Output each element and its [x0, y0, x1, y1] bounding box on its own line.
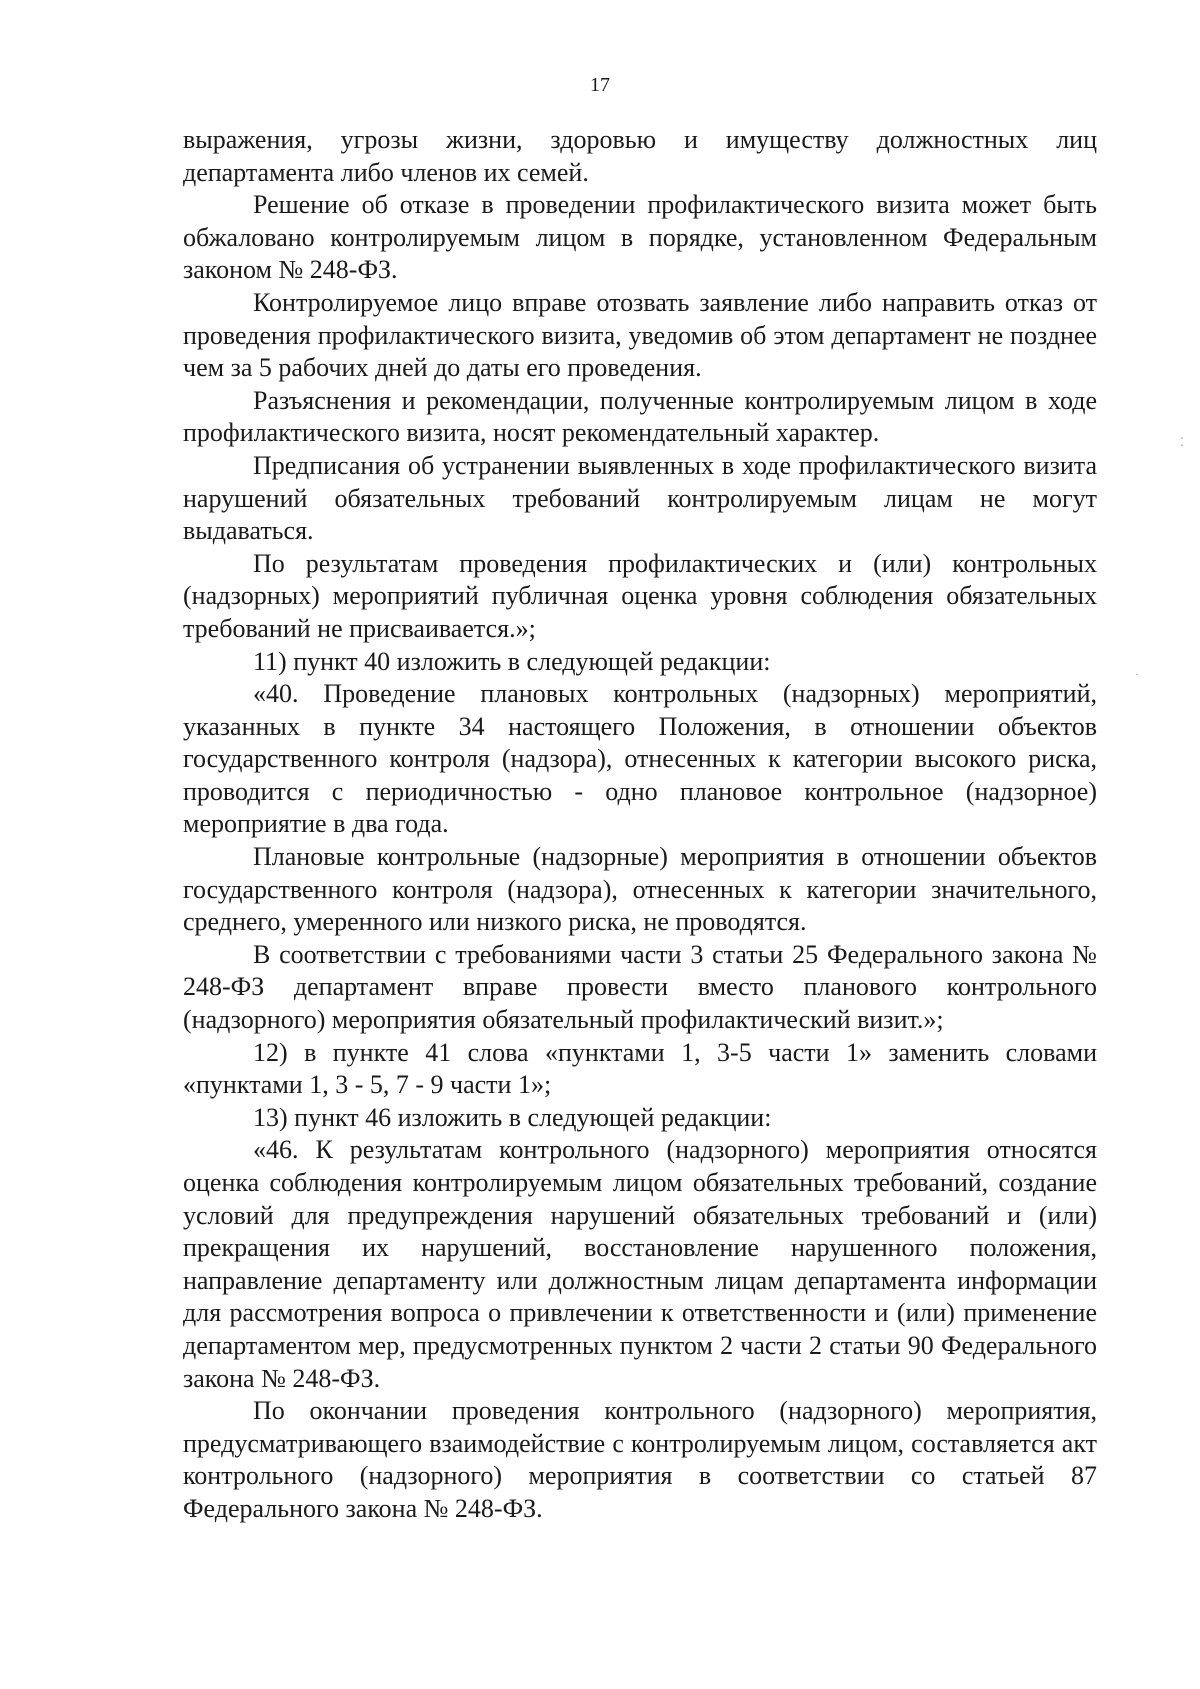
paragraph-inspection-act: По окончании проведения контрольного (надзорного) мероприятия, предусматривающего взаимодействие с контролируемым лицом, составляется акт контрольного (надзорного) мероприятия в соответствии со статьей 87 Федерального закона № 248-ФЗ.	[183, 1396, 1097, 1523]
document-body	[183, 124, 1097, 1526]
scan-speck: ⁚	[1180, 435, 1184, 449]
paragraph-item-12: 12) в пункте 41 слова «пунктами 1, 3-5 части 1» заменить словами «пунктами 1, 3 - 5, 7 - 9 части 1»;	[183, 1037, 1097, 1100]
paragraph-continuation: выражения, угрозы жизни, здоровью и имуществу должностных лиц департамента либо членов их семей.	[183, 125, 1097, 187]
paragraph-article-25: В соответствии с требованиями части 3 статьи 25 Федерального закона № 248-ФЗ департамент вправе провести вместо планового контрольного (надзорного) мероприятия обязательный профилактический визит.»;	[183, 939, 1097, 1035]
paragraph-clause-46: «46. К результатам контрольного (надзорного) мероприятия относятся оценка соблюдения контролируемым лицом обязательных требований, создание условий для предупреждения нарушений обязательных требований и (или) прекращения их нарушений, восстановление нарушенного положения, направление департаменту или должностным лицам департамента информации для рассмотрения вопроса о привлечении к ответственности и (или) применение департаментом мер, предусмотренных пунктом 2 части 2 статьи 90 Федерального закона № 248-ФЗ.	[183, 1135, 1097, 1393]
paragraph-clause-40: «40. Проведение плановых контрольных (надзорных) мероприятий, указанных в пункте 34 настоящего Положения, в отношении объектов государственного контроля (надзора), отнесенных к категории высокого риска, проводится с периодичностью - одно плановое контрольное (надзорное) мероприятие в два года.	[183, 679, 1097, 839]
paragraph-prescriptions: Предписания об устранении выявленных в ходе профилактического визита нарушений обязательных требований контролируемым лицам не могут выдаваться.	[183, 450, 1097, 546]
paragraph-public-assessment: По результатам проведения профилактических и (или) контрольных (надзорных) мероприятий публичная оценка уровня соблюдения обязательных требований не присваивается.»;	[183, 548, 1097, 643]
paragraph-item-13: 13) пункт 46 изложить в следующей редакции:	[253, 1102, 772, 1132]
paragraph-item-11: 11) пункт 40 изложить в следующей редакции:	[253, 646, 771, 676]
paragraph-withdraw-application: Контролируемое лицо вправе отозвать заявление либо направить отказ от проведения профилактического визита, уведомив об этом департамент не позднее чем за 5 рабочих дней до даты его проведения.	[183, 287, 1097, 383]
page-number: 17	[590, 74, 610, 96]
scan-speck: ·	[1135, 667, 1139, 681]
paragraph-appeal-refusal: Решение об отказе в проведении профилактического визита может быть обжаловано контролируемым лицом в порядке, установленном Федеральным законом № 248-ФЗ.	[183, 190, 1097, 285]
paragraph-planned-measures: Плановые контрольные (надзорные) мероприятия в отношении объектов государственного контроля (надзора), отнесенных к категории значительного, среднего, умеренного или низкого риска, не проводятся.	[183, 842, 1097, 937]
paragraph-explanations: Разъяснения и рекомендации, полученные контролируемым лицом в ходе профилактического визита, носят рекомендательный характер.	[183, 385, 1097, 448]
